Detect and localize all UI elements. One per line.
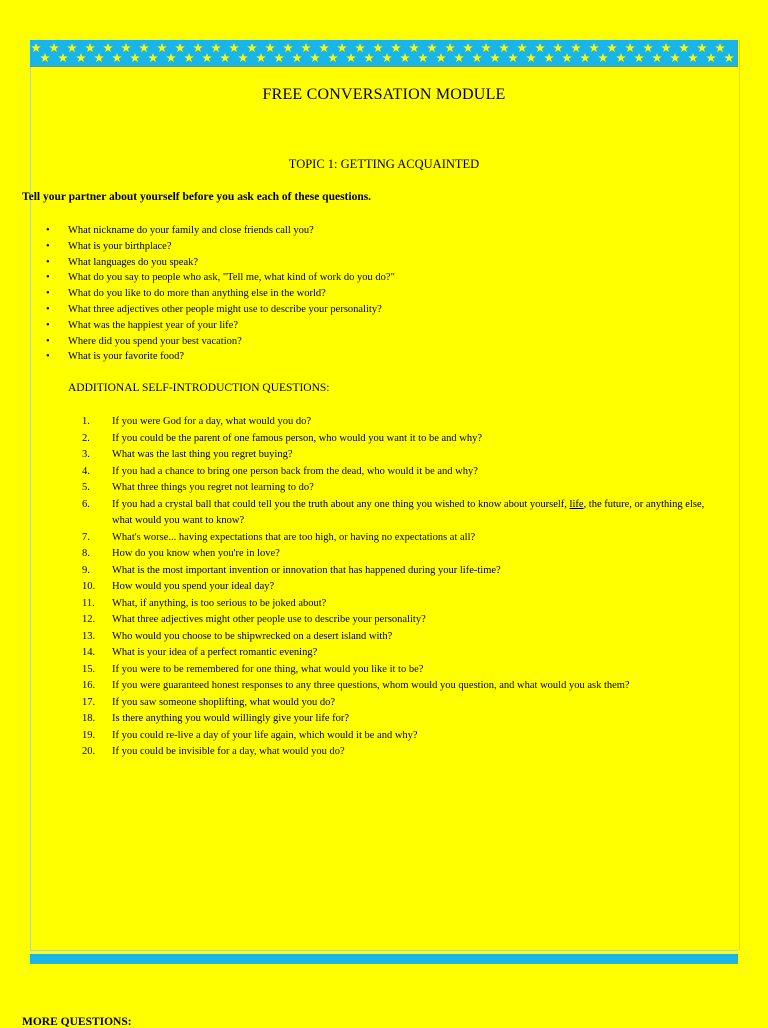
star-icon <box>427 43 437 52</box>
question-item <box>82 678 722 695</box>
question-text: What was the last thing you regret buying? <box>112 449 293 460</box>
question-text: , the future, or anything else, what would you want to know? <box>112 498 705 526</box>
star-icon <box>508 53 518 62</box>
question-text: What, if anything, is too serious to be joked about? <box>112 597 327 609</box>
star-icon <box>670 53 680 62</box>
star-icon <box>193 43 203 52</box>
bullet-text: What do you say to people who ask, "Tell me, what kind of work do you do?" <box>68 272 395 284</box>
question-number: 7. <box>82 531 90 543</box>
bullet-text: Where did you spend your best vacation? <box>68 335 242 347</box>
question-text: If you could re-live a day of your life again, which would it be and why? <box>112 729 418 741</box>
star-icon <box>643 43 653 52</box>
star-icon <box>580 53 590 62</box>
additional-questions-heading: ADDITIONAL SELF-INTRODUCTION QUESTIONS: <box>68 382 330 394</box>
star-icon <box>274 53 284 62</box>
star-icon <box>247 43 257 52</box>
question-item <box>82 728 722 745</box>
star-icon <box>373 43 383 52</box>
question-number: 16. <box>82 680 96 691</box>
intro-instruction: Tell your partner about yourself before you ask each of these questions. <box>22 191 372 203</box>
bottom-divider <box>30 950 738 951</box>
bullet-text: What was the happiest year of your life? <box>68 319 238 331</box>
question-item <box>82 431 722 448</box>
star-icon <box>598 53 608 62</box>
question-item <box>82 662 722 679</box>
bullet-item <box>46 223 395 239</box>
star-icon <box>517 43 527 52</box>
question-number: 3. <box>82 449 90 460</box>
question-text: What is your idea of a perfect romantic evening? <box>112 647 318 658</box>
bullet-item <box>46 239 395 255</box>
star-icon <box>220 53 230 62</box>
star-icon <box>76 53 86 62</box>
question-item <box>82 612 722 629</box>
more-questions-heading: MORE QUESTIONS: <box>22 1016 132 1028</box>
star-icon <box>319 43 329 52</box>
question-item <box>82 596 722 613</box>
star-icon <box>40 53 50 62</box>
bullet-text: What is your birthplace? <box>68 240 172 252</box>
bullet-text: What do you like to do more than anything else in the world? <box>68 288 326 300</box>
bullet-dot-icon: • <box>46 256 50 268</box>
question-item <box>82 546 722 563</box>
question-text: If you were guaranteed honest responses to any three questions, whom would you question, and what would you ask them? <box>112 680 630 691</box>
star-icon <box>310 53 320 62</box>
question-number: 12. <box>82 614 96 625</box>
page-title: FREE CONVERSATION MODULE <box>262 86 506 103</box>
question-item <box>82 629 722 646</box>
question-item <box>82 414 722 431</box>
star-icon <box>364 53 374 62</box>
star-icon <box>697 43 707 52</box>
question-item <box>82 711 722 728</box>
star-icon <box>544 53 554 62</box>
question-number: 4. <box>82 465 90 477</box>
question-text: If you had a crystal ball that could tell you the truth about any one thing you wished to know about yourself, <box>112 498 570 510</box>
star-icon <box>409 43 419 52</box>
question-item <box>82 480 722 497</box>
star-icon <box>175 43 185 52</box>
star-icon <box>526 53 536 62</box>
star-icon <box>463 43 473 52</box>
star-icon <box>562 53 572 62</box>
question-number: 6. <box>82 498 90 510</box>
star-icon <box>490 53 500 62</box>
question-item <box>82 579 722 596</box>
bullet-item <box>46 334 395 350</box>
star-icon <box>454 53 464 62</box>
bullet-question-list <box>46 223 395 365</box>
question-item <box>82 744 722 761</box>
question-item <box>82 497 722 530</box>
question-text: If you saw someone shoplifting, what would you do? <box>112 696 336 708</box>
bullet-text: What is your favorite food? <box>68 351 185 363</box>
star-icon <box>355 43 365 52</box>
star-icon <box>139 43 149 52</box>
question-item <box>82 645 722 662</box>
question-number: 8. <box>82 548 90 559</box>
question-text: Is there anything you would willingly give your life for? <box>112 713 350 724</box>
bullet-text: What three adjectives other people might use to describe your personality? <box>68 303 382 315</box>
star-icon <box>85 43 95 52</box>
question-number: 14. <box>82 647 96 658</box>
star-icon <box>418 53 428 62</box>
question-number: 9. <box>82 564 90 576</box>
question-text: What's worse... having expectations that are too high, or having no expectations at all? <box>112 531 476 543</box>
star-icon <box>616 53 626 62</box>
star-icon <box>265 43 275 52</box>
question-text: How do you know when you're in love? <box>112 548 280 559</box>
star-icon <box>499 43 509 52</box>
star-icon <box>211 43 221 52</box>
star-icon <box>706 53 716 62</box>
bullet-dot-icon: • <box>46 225 50 236</box>
star-icon <box>121 43 131 52</box>
question-item <box>82 563 722 580</box>
bullet-text: What nickname do your family and close friends call you? <box>68 225 314 236</box>
life-link[interactable]: life <box>569 498 584 510</box>
star-border-icon <box>30 40 738 66</box>
star-icon <box>472 53 482 62</box>
star-icon <box>553 43 563 52</box>
bullet-text: What languages do you speak? <box>68 256 199 268</box>
star-icon <box>184 53 194 62</box>
question-text: If you were God for a day, what would you do? <box>112 416 312 427</box>
bullet-item <box>46 302 395 318</box>
star-icon <box>103 43 113 52</box>
question-number: 10. <box>82 581 96 592</box>
star-icon <box>202 53 212 62</box>
star-icon <box>715 43 725 52</box>
question-text: If you could be the parent of one famous person, who would you want it to be and why? <box>112 432 483 444</box>
question-number: 17. <box>82 696 96 708</box>
star-icon <box>481 43 491 52</box>
question-text: Who would you choose to be shipwrecked on a desert island with? <box>112 630 393 642</box>
star-icon <box>382 53 392 62</box>
star-icon <box>31 43 41 52</box>
star-icon <box>436 53 446 62</box>
bullet-item <box>46 349 395 365</box>
star-icon <box>94 53 104 62</box>
star-icon <box>652 53 662 62</box>
star-icon <box>229 43 239 52</box>
star-icon <box>589 43 599 52</box>
star-icon <box>346 53 356 62</box>
question-text: How would you spend your ideal day? <box>112 581 275 592</box>
bullet-item <box>46 286 395 302</box>
star-icon <box>148 53 158 62</box>
star-icon <box>328 53 338 62</box>
bullet-dot-icon: • <box>46 240 50 252</box>
question-item <box>82 530 722 547</box>
question-item <box>82 464 722 481</box>
question-number: 1. <box>82 416 90 427</box>
star-icon <box>256 53 266 62</box>
star-icon <box>58 53 68 62</box>
bullet-dot-icon: • <box>46 319 50 331</box>
bullet-item <box>46 255 395 271</box>
question-item <box>82 447 722 464</box>
star-icon <box>634 53 644 62</box>
star-icon <box>130 53 140 62</box>
question-text: What is the most important invention or innovation that has happened during your life-time? <box>112 564 501 576</box>
numbered-question-list <box>82 414 722 761</box>
question-text: If you were to be remembered for one thing, what would you like it to be? <box>112 663 424 675</box>
star-icon <box>67 43 77 52</box>
bullet-dot-icon: • <box>46 288 50 300</box>
star-icon <box>166 53 176 62</box>
star-icon <box>292 53 302 62</box>
question-number: 5. <box>82 482 90 493</box>
star-icon <box>571 43 581 52</box>
question-text: What three things you regret not learning to do? <box>112 482 314 493</box>
bullet-dot-icon: • <box>46 272 50 284</box>
bottom-border-band <box>30 954 738 964</box>
star-icon <box>400 53 410 62</box>
bullet-item <box>46 270 395 286</box>
star-icon <box>49 43 59 52</box>
star-icon <box>112 53 122 62</box>
bullet-dot-icon: • <box>46 335 50 347</box>
question-number: 11. <box>82 597 95 609</box>
question-number: 20. <box>82 746 96 757</box>
question-item <box>82 695 722 712</box>
star-icon <box>283 43 293 52</box>
star-icon <box>607 43 617 52</box>
star-icon <box>625 43 635 52</box>
question-number: 18. <box>82 713 96 724</box>
star-icon <box>238 53 248 62</box>
star-icon <box>445 43 455 52</box>
question-number: 19. <box>82 729 96 741</box>
star-icon <box>301 43 311 52</box>
star-icon <box>391 43 401 52</box>
bullet-dot-icon: • <box>46 303 50 315</box>
star-icon <box>688 53 698 62</box>
star-icon <box>661 43 671 52</box>
question-number: 13. <box>82 630 96 642</box>
star-icon <box>157 43 167 52</box>
question-text: If you could be invisible for a day, what would you do? <box>112 746 345 757</box>
question-number: 15. <box>82 663 96 675</box>
star-icon <box>535 43 545 52</box>
star-icon <box>337 43 347 52</box>
star-border-band <box>30 40 738 67</box>
bullet-item <box>46 318 395 334</box>
question-text: If you had a chance to bring one person back from the dead, who would it be and why? <box>112 465 478 477</box>
star-icon <box>679 43 689 52</box>
star-icon <box>724 53 734 62</box>
topic-heading: TOPIC 1: GETTING ACQUAINTED <box>288 157 480 171</box>
question-text: What three adjectives might other people use to describe your personality? <box>112 614 426 625</box>
bullet-dot-icon: • <box>46 351 50 363</box>
question-number: 2. <box>82 432 90 444</box>
